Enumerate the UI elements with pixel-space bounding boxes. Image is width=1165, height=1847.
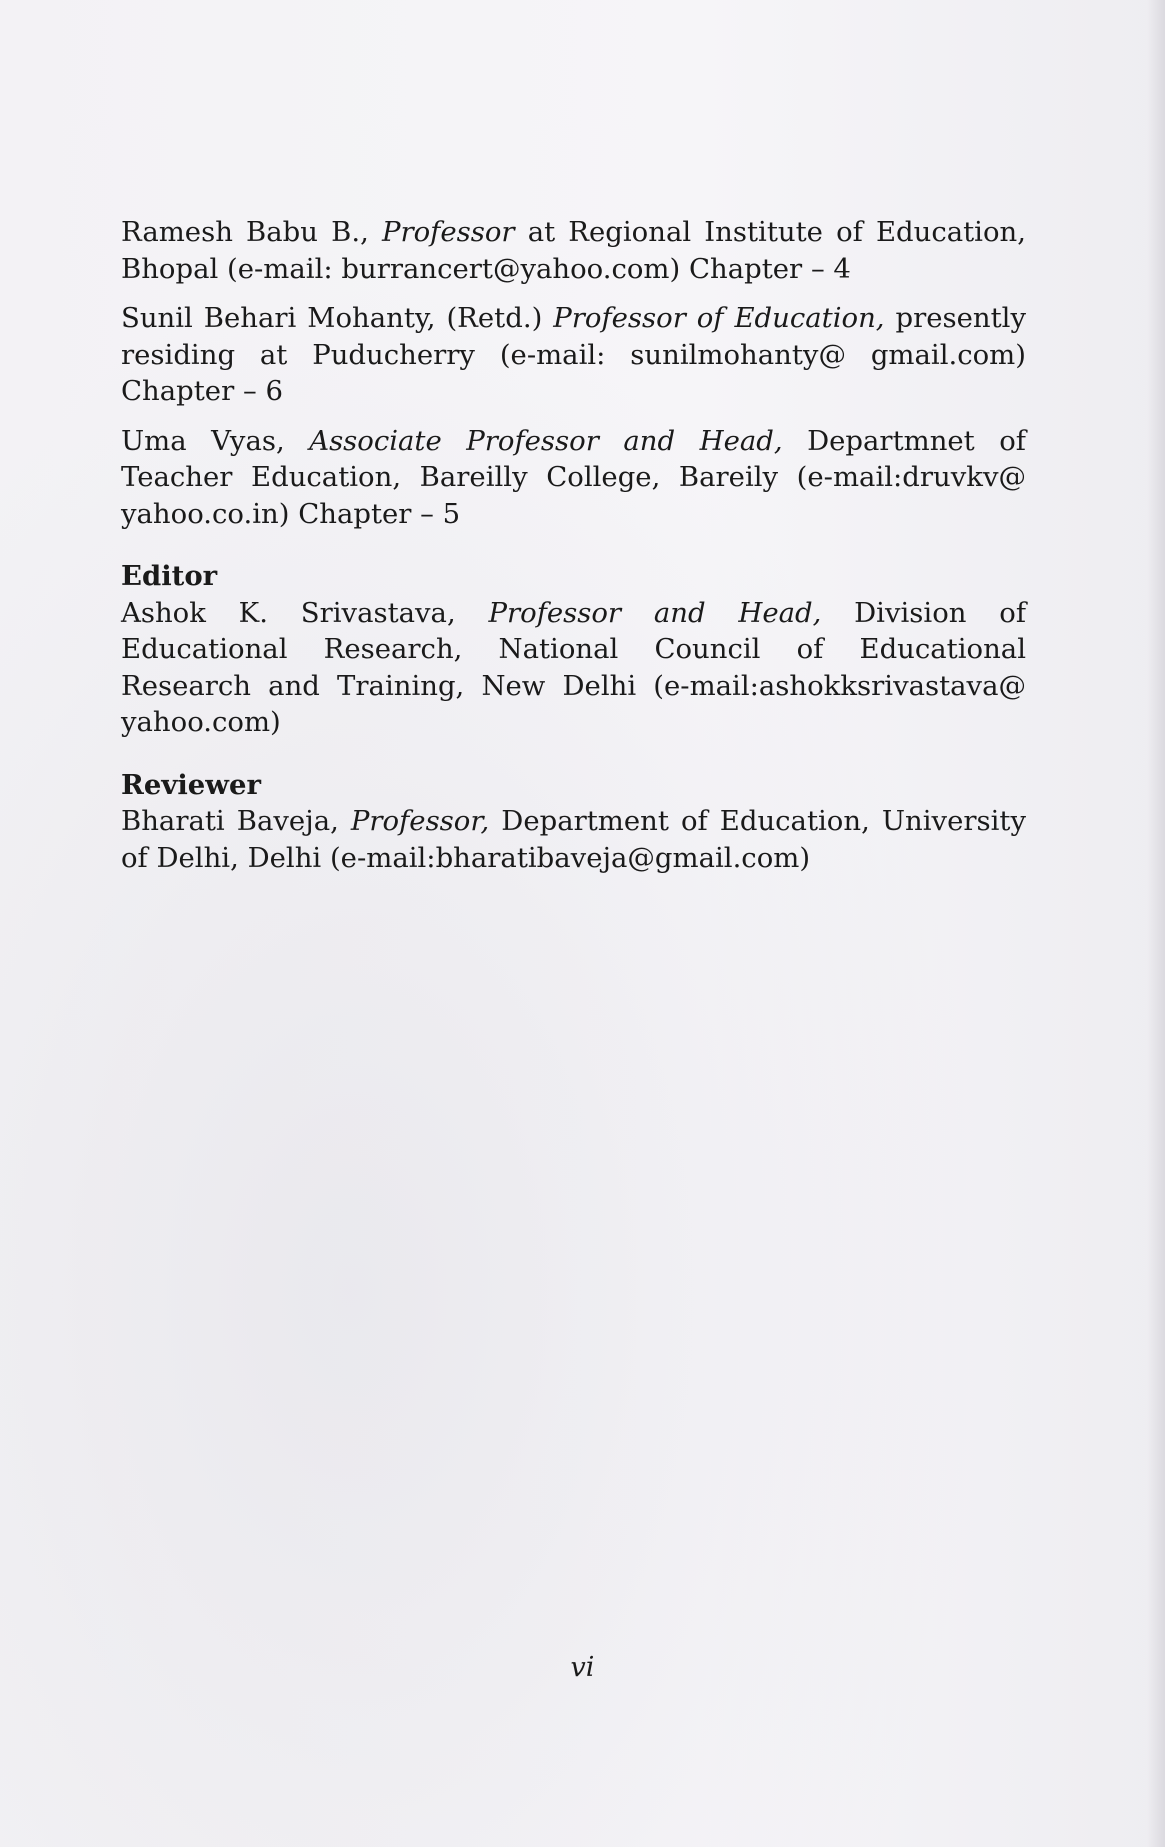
contributor-entry-3: [121, 423, 1026, 533]
reviewer-entry: [121, 803, 1026, 876]
contributor-details: Departmnet of Teacher Education, Bareilly College, Bareily (e-mail:druvkv@ yahoo.co.in) Chapter – 5: [121, 424, 1026, 530]
editor-heading: Editor: [121, 560, 218, 592]
contributor-entry-1: [121, 214, 1026, 287]
contributor-details: at Regional Institute of Education, Bhopal (e-mail: burrancert@yahoo.com) Chapter – 4: [121, 216, 1026, 285]
editor-details: Division of Educational Research, National Council of Educational Research and Training, New Delhi (e-mail:ashokksrivastava@ yahoo.com): [121, 596, 1026, 738]
page-number: vi: [570, 1652, 595, 1683]
page-edge-shadow: [1147, 0, 1165, 1847]
contributor-name: Sunil Behari Mohanty, (Retd.): [121, 302, 554, 334]
contributor-details: presently residing at Puducherry (e-mail: sunilmohanty@ gmail.com) Chapter – 6: [121, 302, 1026, 407]
editor-entry: [121, 595, 1026, 741]
editor-section: [121, 558, 1026, 741]
reviewer-details: Department of Education, University of Delhi, Delhi (e-mail:bharatibaveja@gmail.com): [121, 805, 1026, 874]
reviewer-section: [121, 767, 1026, 877]
contributor-entry-2: [121, 300, 1026, 410]
contributor-role: Associate Professor and Head,: [309, 424, 783, 457]
editor-role: Professor and Head,: [488, 596, 822, 629]
page-content: [121, 214, 1026, 902]
editor-name: Ashok K. Srivastava,: [121, 596, 489, 629]
contributor-role: Professor of Education,: [553, 302, 885, 334]
reviewer-heading: Reviewer: [121, 768, 261, 801]
contributor-role: Professor: [381, 216, 515, 248]
contributor-name: Uma Vyas,: [121, 424, 310, 457]
reviewer-role: Professor,: [350, 805, 490, 837]
contributor-name: Ramesh Babu B.,: [121, 216, 382, 248]
reviewer-name: Bharati Baveja,: [121, 805, 351, 837]
